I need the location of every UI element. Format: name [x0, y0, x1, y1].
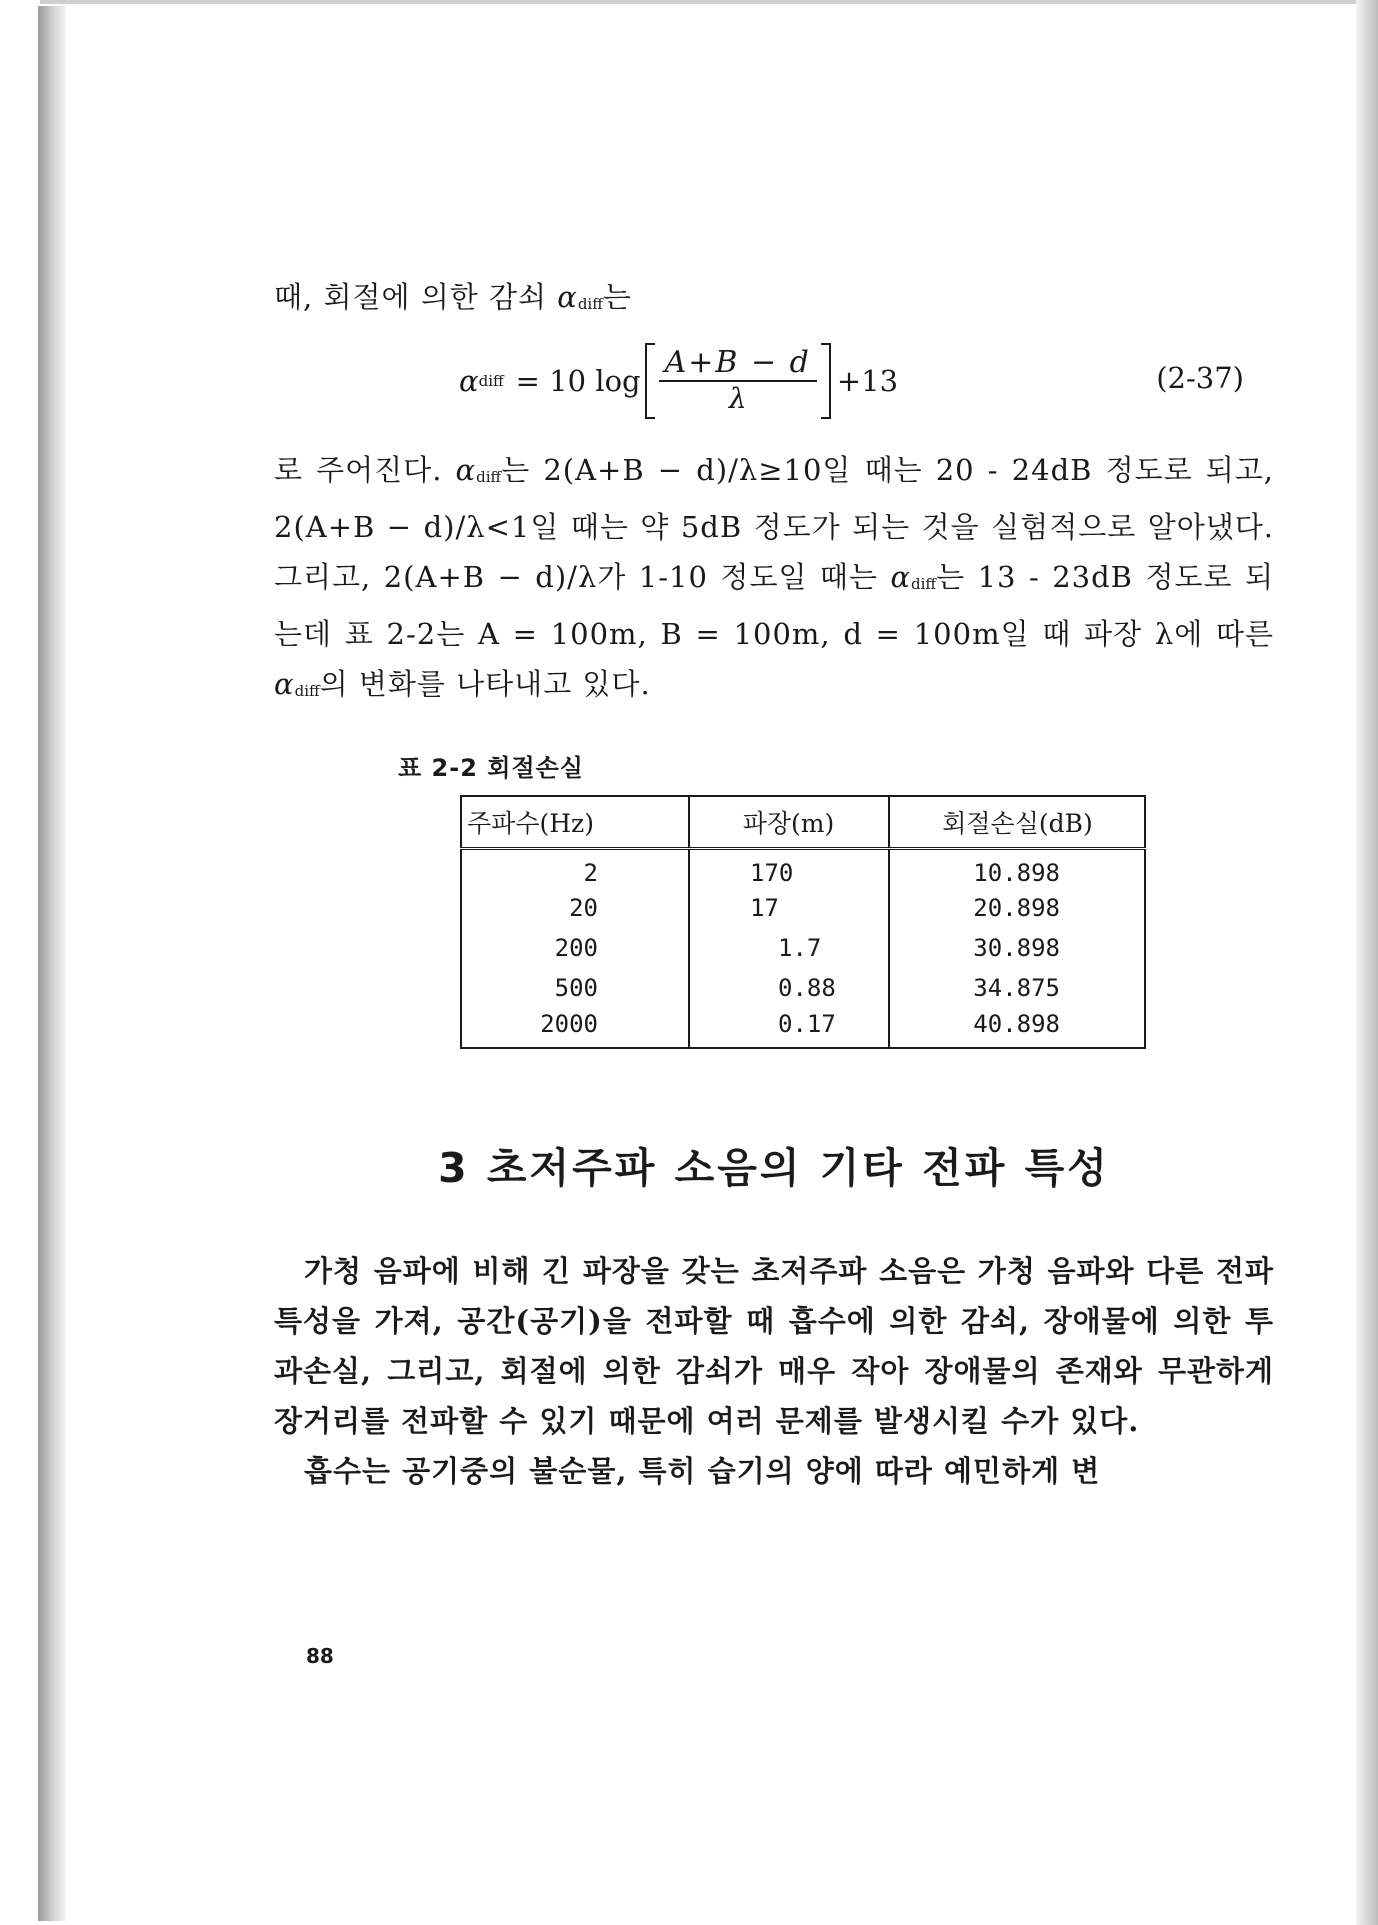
table-caption: 표 2-2 회절손실 — [398, 754, 584, 782]
cell-frequency: 500 — [461, 968, 689, 1008]
equation-bracket — [645, 343, 831, 419]
cell-frequency: 2000 — [461, 1008, 689, 1048]
cell-loss: 10.898 — [889, 848, 1145, 888]
equation-number: (2-37) — [1156, 361, 1244, 395]
cell-loss: 20.898 — [889, 888, 1145, 928]
para1-text-2: 는 2(A+B − d)/λ≥10일 때는 20 - 24dB 정도로 되고, 2(A+B − d)/λ<1일 때는 약 5dB 정도가 되는 것을 실험적으로 알아냈다. 그리고, 2(A+B − d)/λ가 1-10 정도일 때는 — [274, 453, 1274, 594]
equation-fraction — [655, 346, 821, 416]
equation-log-term: = 10 log — [515, 364, 641, 398]
alpha-symbol: α — [274, 667, 295, 701]
diff-subscript: diff — [577, 295, 603, 313]
cell-frequency: 20 — [461, 888, 689, 928]
table-header-row — [461, 796, 1145, 848]
intro-text-after: 는 — [602, 280, 632, 314]
diff-subscript: diff — [294, 682, 320, 700]
header-frequency: 주파수(Hz) — [461, 796, 689, 848]
alpha-symbol: α — [557, 280, 578, 314]
table-row — [461, 888, 1145, 928]
diff-subscript: diff — [476, 468, 502, 486]
equation-2-37 — [274, 337, 1274, 425]
page-content — [274, 272, 1274, 1496]
para1-text-4: 의 변화를 나타내고 있다. — [319, 667, 651, 701]
fraction-denominator: λ — [728, 382, 747, 415]
cell-wavelength: 1.7 — [689, 928, 889, 968]
table-row — [461, 968, 1145, 1008]
equation-lhs-subscript: diff — [478, 372, 504, 390]
book-page — [66, 4, 1356, 1921]
header-wavelength: 파장(m) — [689, 796, 889, 848]
page-right-edge — [1356, 0, 1378, 1925]
intro-line — [274, 272, 1274, 329]
cell-loss: 34.875 — [889, 968, 1145, 1008]
diff-subscript: diff — [911, 575, 937, 593]
paragraph-1 — [274, 445, 1274, 716]
paragraph-2: 가청 음파에 비해 긴 파장을 갖는 초저주파 소음은 가청 음파와 다른 전파 특성을 가져, 공간(공기)을 전파할 때 흡수에 의한 감쇠, 장애물에 의한 투과손실, 그리고, 회절에 의한 감쇠가 매우 작아 장애물의 존재와 무관하게 장거리를 전파할 수 있기 때문에 여러 문제를 발생시킬 수가 있다. — [274, 1254, 1274, 1438]
cell-frequency: 200 — [461, 928, 689, 968]
cell-wavelength: 0.17 — [689, 1008, 889, 1048]
cell-wavelength: 0.88 — [689, 968, 889, 1008]
cell-loss: 40.898 — [889, 1008, 1145, 1048]
table-row — [461, 928, 1145, 968]
table-row — [461, 848, 1145, 888]
intro-text: 때, 회절에 의한 감쇠 — [274, 280, 558, 314]
cell-frequency: 2 — [461, 848, 689, 888]
page-number: 88 — [306, 1644, 334, 1668]
equation-constant: +13 — [836, 364, 899, 398]
alpha-symbol: α — [890, 560, 912, 594]
header-loss: 회절손실(dB) — [889, 796, 1145, 848]
fraction-numerator: A+B − d — [664, 345, 811, 380]
cell-wavelength: 17 — [689, 888, 889, 928]
para1-text-3: 는 13 - 23dB 정도로 되는데 표 2-2는 A = 100m, B = 100m, d = 100m일 때 파장 λ에 따른 — [274, 560, 1274, 651]
diffraction-loss-table — [460, 795, 1146, 1049]
para1-text-1: 로 주어진다. — [274, 453, 456, 487]
table-row — [461, 1008, 1145, 1048]
equation-lhs-symbol: α — [459, 364, 479, 398]
cell-wavelength: 170 — [689, 848, 889, 888]
section-title: 3 초저주파 소음의 기타 전파 특성 — [438, 1144, 1110, 1192]
cell-loss: 30.898 — [889, 928, 1145, 968]
alpha-symbol: α — [455, 453, 477, 487]
page-left-shadow — [38, 6, 66, 1921]
equation-body — [459, 337, 898, 425]
paragraph-3: 흡수는 공기중의 불순물, 특히 습기의 양에 따라 예민하게 변 — [304, 1454, 1101, 1488]
